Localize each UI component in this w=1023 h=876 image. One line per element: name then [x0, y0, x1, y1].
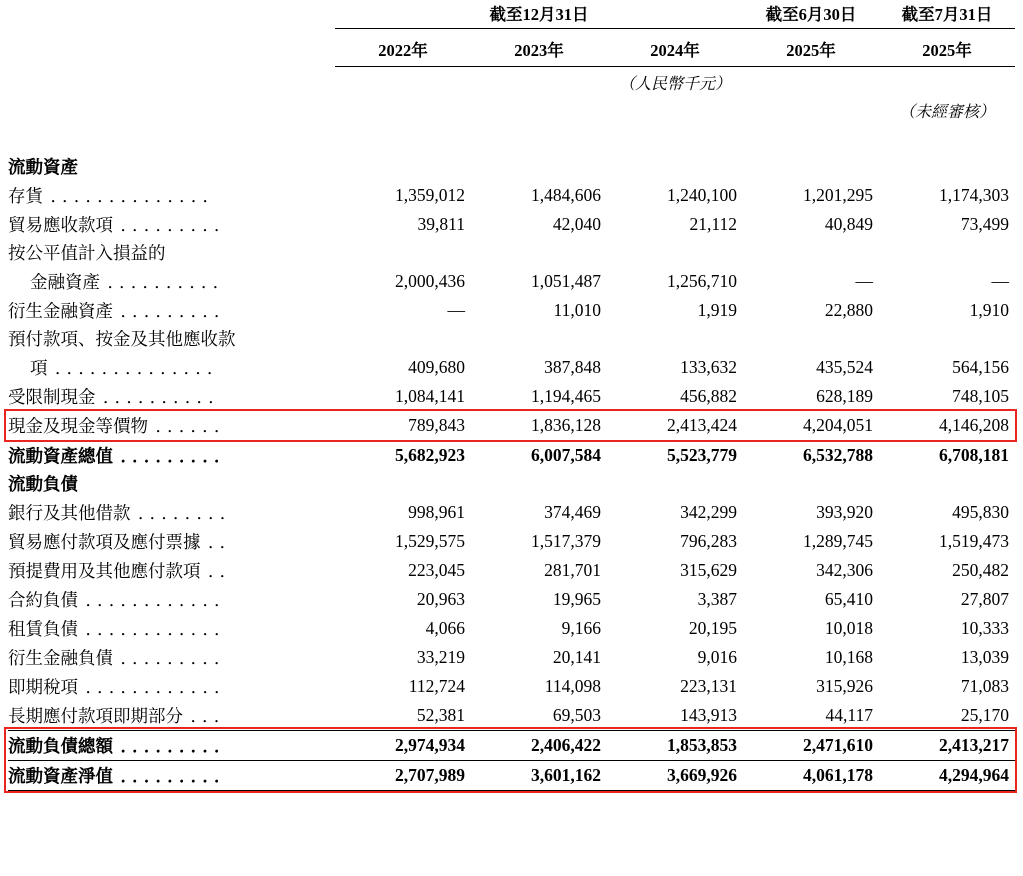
header-group-row	[8, 0, 1015, 29]
row-value: 9,166	[561, 617, 601, 638]
row-value: 1,201,295	[803, 184, 874, 205]
leader-dots: ．．	[200, 562, 240, 581]
row-value: 4,204,051	[803, 414, 874, 435]
row-label: 租賃負債 ．．．．．．．．．．．．	[8, 619, 235, 639]
unaudited-note: （未經審核）	[899, 103, 996, 121]
table-row	[8, 267, 1015, 296]
row-value: 4,294,964	[879, 760, 1015, 790]
table-row	[8, 382, 1015, 411]
table-row	[8, 760, 1015, 790]
row-value: 409,680	[408, 356, 465, 377]
row-value: 1,084,141	[395, 385, 465, 406]
row-label: 項 ．．．．．．．．．．．．．．	[30, 358, 228, 378]
section-title-row	[8, 153, 1015, 181]
table-row	[8, 440, 1015, 470]
row-value: 6,007,584	[471, 440, 607, 470]
row-label: 按公平值計入損益的	[8, 243, 166, 263]
row-label: 衍生金融負債 ．．．．．．．．．	[8, 648, 235, 668]
row-value: 374,469	[544, 501, 601, 522]
leader-dots: ．．．．．．．．．	[113, 737, 235, 756]
row-value: 315,926	[816, 675, 874, 696]
row-label: 長期應付款項即期部分 ．．．	[8, 706, 235, 726]
row-value: 4,061,178	[743, 760, 879, 790]
leader-dots: ．．．．．．．．．．．．	[78, 620, 235, 639]
row-value: 5,682,923	[335, 440, 471, 470]
row-value: 250,482	[952, 559, 1010, 580]
row-label: 即期稅項 ．．．．．．．．．．．．	[8, 677, 235, 697]
leader-dots: ．．．．．．．．．	[113, 649, 235, 668]
row-value: 223,131	[680, 675, 738, 696]
section-title-row	[8, 470, 1015, 498]
row-value	[335, 325, 471, 353]
row-value: 13,039	[960, 646, 1010, 667]
row-value: 748,105	[952, 385, 1010, 406]
row-value: 6,708,181	[879, 440, 1015, 470]
row-value: 71,083	[960, 675, 1010, 696]
row-value: 69,503	[552, 704, 601, 725]
row-value: 1,359,012	[395, 184, 465, 205]
row-value: 3,601,162	[471, 760, 607, 790]
row-label: 合約負債 ．．．．．．．．．．．．	[8, 590, 235, 610]
header-unaudited-row	[8, 95, 1015, 123]
row-value: 2,413,217	[879, 730, 1015, 760]
row-value: 33,219	[416, 646, 465, 667]
row-value: —	[855, 270, 874, 291]
table-row	[8, 325, 1015, 353]
header-spacer-row	[8, 123, 1015, 153]
row-value: 564,156	[952, 356, 1010, 377]
leader-dots: ．．	[200, 533, 240, 552]
row-value: 281,701	[544, 559, 601, 580]
table-row	[8, 527, 1015, 556]
table-row	[8, 411, 1015, 441]
row-value	[471, 239, 607, 267]
row-label: 受限制現金 ．．．．．．．．．．	[8, 387, 229, 407]
row-value: 6,532,788	[743, 440, 879, 470]
table-row	[8, 614, 1015, 643]
row-value: 1,256,710	[667, 270, 738, 291]
row-value: 342,299	[680, 501, 738, 522]
row-value: 65,410	[824, 588, 874, 609]
row-value: 393,920	[816, 501, 874, 522]
row-value: 387,848	[544, 356, 601, 377]
row-value: 20,195	[688, 617, 738, 638]
header-group-dec31: 截至12月31日	[335, 0, 743, 29]
row-value: 1,519,473	[939, 530, 1010, 551]
row-value: 3,669,926	[607, 760, 743, 790]
row-value: 628,189	[816, 385, 874, 406]
row-label: 金融資產 ．．．．．．．．．．	[30, 272, 233, 292]
row-value: 796,283	[680, 530, 738, 551]
row-value: 2,974,934	[335, 730, 471, 760]
row-value: —	[991, 270, 1010, 291]
leader-dots: ．．．．．．．．．	[113, 447, 235, 466]
row-value: 1,194,465	[531, 385, 601, 406]
row-value: 40,849	[824, 213, 874, 234]
header-year-2023: 2023年	[471, 33, 607, 67]
leader-dots: ．．．．．．．．．	[113, 216, 235, 235]
row-value: 3,387	[697, 588, 738, 609]
row-value: 1,853,853	[607, 730, 743, 760]
table-row	[8, 210, 1015, 239]
row-label: 預提費用及其他應付款項 ．．	[8, 561, 240, 581]
row-value: 39,811	[417, 213, 465, 234]
row-value: 11,010	[553, 299, 601, 320]
row-value: 435,524	[816, 356, 874, 377]
currency-note: （人民幣千元）	[619, 75, 732, 93]
leader-dots: ．．．．．．．．．．	[95, 388, 229, 407]
row-value: 44,117	[825, 704, 874, 725]
leader-dots: ．．．．．．．．．．．．	[78, 678, 235, 697]
row-value: 10,333	[960, 617, 1010, 638]
row-label: 貿易應付款項及應付票據 ．．	[8, 532, 240, 552]
row-value: 22,880	[824, 299, 874, 320]
row-label: 流動資產淨值 ．．．．．．．．．	[8, 760, 335, 790]
row-label: 現金及現金等價物 ．．．．．．	[8, 416, 235, 436]
leader-dots: ．．．	[183, 707, 235, 726]
row-value: 19,965	[552, 588, 601, 609]
table-row	[8, 498, 1015, 527]
row-value: 1,910	[969, 299, 1010, 320]
row-value: 4,146,208	[939, 414, 1010, 435]
row-value	[879, 325, 1015, 353]
row-value: 456,882	[680, 385, 738, 406]
row-value: 998,961	[408, 501, 465, 522]
row-value: 789,843	[408, 414, 465, 435]
row-label: 貿易應收款項 ．．．．．．．．．	[8, 215, 235, 235]
row-value	[335, 239, 471, 267]
row-value	[607, 325, 743, 353]
row-value: 5,523,779	[607, 440, 743, 470]
table-row	[8, 239, 1015, 267]
row-value: 342,306	[816, 559, 874, 580]
section-title: 流動資產	[8, 157, 78, 177]
table-row	[8, 701, 1015, 731]
header-year-2024: 2024年	[607, 33, 743, 67]
table-header	[8, 0, 1015, 153]
row-value	[471, 325, 607, 353]
row-label: 流動資產總值 ．．．．．．．．．	[8, 440, 335, 470]
table-row	[8, 353, 1015, 382]
table-row	[8, 643, 1015, 672]
row-value: 10,018	[824, 617, 874, 638]
row-value: 20,141	[552, 646, 601, 667]
row-value: 52,381	[416, 704, 465, 725]
table-row	[8, 296, 1015, 325]
header-year-2025-jul: 2025年	[879, 33, 1015, 67]
row-label: 存貨 ．．．．．．．．．．．．．．	[8, 186, 223, 206]
row-value: 2,000,436	[395, 270, 465, 291]
row-value: 1,517,379	[531, 530, 601, 551]
row-label: 預付款項、按金及其他應收款	[8, 329, 236, 349]
row-value: 25,170	[960, 704, 1010, 725]
row-value: 1,484,606	[531, 184, 601, 205]
header-year-2022: 2022年	[335, 33, 471, 67]
leader-dots: ．．．．．．．．．．．．	[78, 591, 235, 610]
table-row	[8, 181, 1015, 210]
row-value	[879, 239, 1015, 267]
row-value: 1,174,303	[939, 184, 1010, 205]
row-value: 10,168	[824, 646, 874, 667]
leader-dots: ．．．．．．．．．	[113, 767, 235, 786]
row-label: 衍生金融資產 ．．．．．．．．．	[8, 301, 235, 321]
row-value: 114,098	[544, 675, 601, 696]
header-year-row	[8, 33, 1015, 67]
row-value: 1,919	[697, 299, 738, 320]
table-row	[8, 556, 1015, 585]
row-value: 20,963	[416, 588, 465, 609]
row-value	[743, 325, 879, 353]
row-value: 1,289,745	[803, 530, 874, 551]
leader-dots: ．．．．．．．．．．．．．．	[47, 359, 228, 378]
table-row	[8, 585, 1015, 614]
row-value: 4,066	[425, 617, 465, 638]
row-value: 9,016	[697, 646, 738, 667]
row-label: 銀行及其他借款 ．．．．．．．．	[8, 503, 241, 523]
row-value: 223,045	[408, 559, 465, 580]
leader-dots: ．．．．．．	[148, 417, 235, 436]
table-body	[8, 153, 1015, 791]
table-row	[8, 672, 1015, 701]
row-value: 2,707,989	[335, 760, 471, 790]
leader-dots: ．．．．．．．．．．	[100, 273, 233, 292]
row-value: 1,240,100	[667, 184, 738, 205]
row-label: 流動負債總額 ．．．．．．．．．	[8, 730, 335, 760]
row-value: 42,040	[552, 213, 601, 234]
row-value: 133,632	[680, 356, 738, 377]
leader-dots: ．．．．．．．．．．．．．．	[43, 187, 223, 206]
row-value: 21,112	[689, 213, 738, 234]
header-currency-row	[8, 66, 1015, 95]
row-value: 2,406,422	[471, 730, 607, 760]
row-value: 2,413,424	[667, 414, 738, 435]
header-group-jul31: 截至7月31日	[879, 0, 1015, 29]
section-title: 流動負債	[8, 474, 78, 494]
row-value: 143,913	[680, 704, 738, 725]
row-value: 1,051,487	[531, 270, 601, 291]
header-group-jun30: 截至6月30日	[743, 0, 879, 29]
financial-summary-table	[8, 0, 1015, 791]
row-value: —	[447, 299, 465, 320]
header-year-2025-jun: 2025年	[743, 33, 879, 67]
row-value: 1,836,128	[531, 414, 601, 435]
row-value: 315,629	[680, 559, 738, 580]
table-row	[8, 730, 1015, 760]
row-value: 27,807	[960, 588, 1010, 609]
row-value	[607, 239, 743, 267]
leader-dots: ．．．．．．．．．	[113, 302, 235, 321]
row-value: 495,830	[952, 501, 1010, 522]
row-value: 73,499	[960, 213, 1010, 234]
row-value: 112,724	[408, 675, 465, 696]
row-value: 2,471,610	[743, 730, 879, 760]
leader-dots: ．．．．．．．．	[130, 504, 241, 523]
row-value: 1,529,575	[395, 530, 465, 551]
row-value	[743, 239, 879, 267]
